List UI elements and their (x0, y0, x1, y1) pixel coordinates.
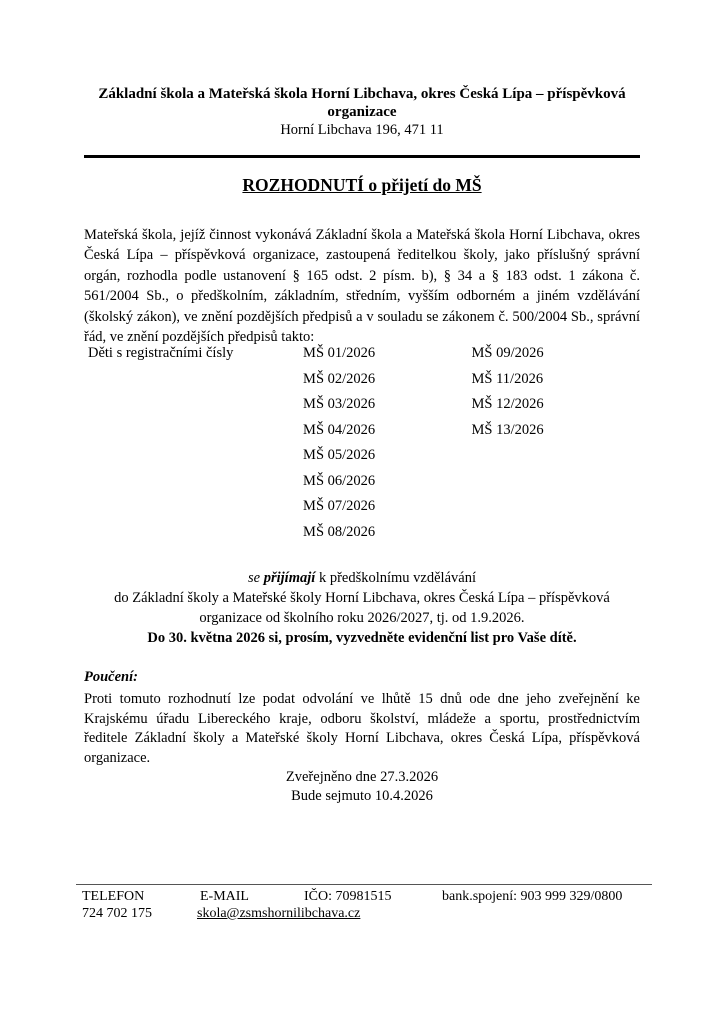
registration-item: MŠ 12/2026 (471, 396, 544, 412)
registration-item: MŠ 03/2026 (303, 396, 376, 412)
notice-heading: Poučení: (84, 669, 138, 685)
pickup-notice-line: Do 30. května 2026 si, prosím, vyzvedněte evidenční list pro Vaše dítě. (147, 630, 577, 646)
registration-item: MŠ 11/2026 (471, 370, 544, 387)
registration-item: MŠ 09/2026 (471, 345, 544, 361)
admission-line-1 (84, 568, 640, 588)
notice-section (84, 667, 640, 768)
admission-line-3: organizace od školního roku 2026/2027, tj. od 1.9.2026. (199, 610, 525, 626)
document-title: ROZHODNUTÍ o přijetí do MŠ (242, 175, 482, 195)
bank-account-value: bank.spojení: 903 999 329/0800 (442, 889, 623, 904)
header-divider (84, 155, 640, 158)
publication-dates (84, 768, 640, 806)
admission-line-2: do Základní školy a Mateřské školy Horní Libchava, okres Česká Lípa – příspěvková (114, 590, 610, 606)
registration-section (84, 341, 640, 545)
registration-column-1 (303, 341, 471, 545)
telefon-value: 724 702 175 (82, 906, 152, 921)
school-name: Základní škola a Mateřská škola Horní Libchava, okres Česká Lípa – příspěvková organizace (98, 86, 626, 120)
published-date-line: Zveřejněno dne 27.3.2026 (285, 769, 439, 785)
removal-date-line: Bude sejmuto 10.4.2026 (291, 788, 433, 804)
document-footer (76, 884, 652, 931)
document-header (84, 86, 640, 140)
registration-item: MŠ 01/2026 (303, 345, 376, 361)
telefon-label: TELEFON (82, 889, 145, 904)
registration-column-2 (472, 341, 640, 545)
word-prijimaji: přijímají (263, 570, 316, 586)
registration-item: MŠ 02/2026 (303, 370, 376, 387)
registration-label: Děti s registračními čísly (88, 345, 234, 361)
registration-item: MŠ 13/2026 (471, 421, 544, 438)
registration-item: MŠ 08/2026 (303, 523, 376, 540)
ico-value: IČO: 70981515 (304, 889, 392, 904)
email-link[interactable]: skola@zsmshornilibchava.cz (197, 906, 361, 921)
registration-item: MŠ 06/2026 (303, 472, 376, 489)
registration-item: MŠ 04/2026 (303, 421, 376, 438)
registration-item: MŠ 05/2026 (303, 447, 376, 463)
word-se: se (248, 570, 261, 586)
registration-item: MŠ 07/2026 (303, 498, 376, 514)
admission-statement (84, 568, 640, 648)
notice-paragraph: Proti tomuto rozhodnutí lze podat odvolání ve lhůtě 15 dnů ode dne jeho zveřejnění ke Krajskému úřadu Libereckého kraje, odboru školství, mládeže a sportu, prostřednictvím ředitele Základní školy a Mateřské školy Horní Libchava, okres Česká Lípa, příspěvková organizace. (84, 691, 640, 766)
admission-line-1-rest: k předškolnímu vzdělávání (318, 570, 476, 586)
intro-paragraph: Mateřská škola, jejíž činnost vykonává Základní škola a Mateřská škola Horní Libchava, okres Česká Lípa – příspěvková organizace, zastoupená ředitelkou školy, jako příslušný správní orgán, rozhodla podle ustanovení § 165 odst. 2 písm. b), § 34 a § 183 odst. 1 zákona č. 561/2004 Sb., o předškolním, základním, středním, vyšším odborném a jiném vzdělávání (školský zákon), ve znění pozdějších předpisů a v souladu se zákonem č. 500/2004 Sb., správní řád, ve znění pozdějších předpisů takto: (84, 226, 640, 346)
school-address: Horní Libchava 196, 471 11 (280, 122, 444, 138)
email-label: E-MAIL (200, 889, 249, 904)
